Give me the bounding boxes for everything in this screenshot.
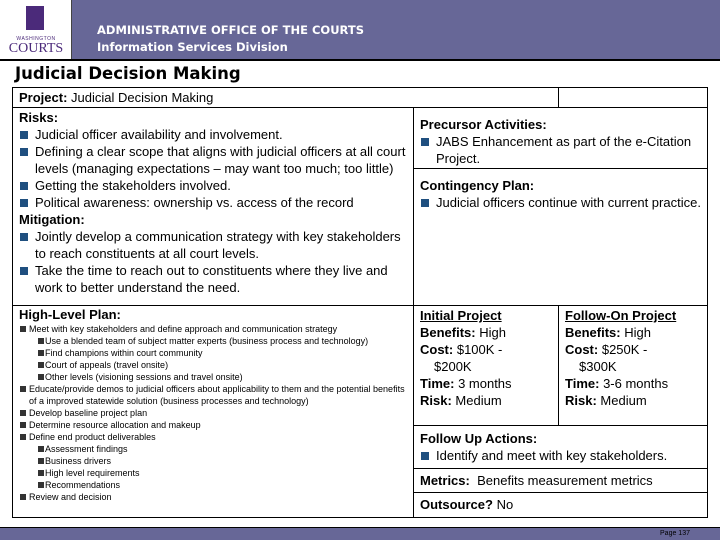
cost-value-2: $200K — [434, 359, 472, 374]
initial-title: Initial Project — [420, 308, 502, 323]
outsource-label: Outsource? — [420, 497, 493, 512]
project-value: Judicial Decision Making — [71, 90, 214, 105]
list-item: Recommendations — [37, 479, 407, 491]
list-item: Educate/provide demos to judicial officers about applicability to them and the potential benefits of a improved statewide solution (business processes and technology) — [19, 383, 407, 407]
list-item: Other levels (visioning sessions and travel onsite) — [37, 371, 407, 383]
risks-label: Risks: — [19, 110, 59, 125]
precursor-cell — [413, 107, 708, 169]
risk-value: Medium — [455, 393, 502, 408]
metrics-label: Metrics: — [420, 473, 470, 488]
cost-value-2: $300K — [579, 359, 617, 374]
list-item: Judicial officer availability and involvement. — [19, 126, 407, 143]
list-item: Review and decision — [19, 491, 407, 503]
followup-cell — [413, 425, 708, 469]
logo-small-text: WASHINGTON — [16, 36, 56, 42]
list-item: JABS Enhancement as part of the e-Citation Project. — [420, 133, 701, 167]
contingency-cell — [413, 168, 708, 306]
plan-cell — [12, 305, 414, 518]
risk-value: Medium — [600, 393, 647, 408]
list-item: Assessment findings — [37, 443, 407, 455]
cost-label: Cost: — [420, 342, 454, 357]
header-banner — [0, 0, 720, 61]
outsource-value: No — [496, 497, 514, 512]
risks-cell — [12, 107, 414, 306]
outsource-cell — [413, 492, 708, 518]
list-item: Find champions within court community — [37, 347, 407, 359]
followon-title: Follow-On Project — [565, 308, 677, 323]
list-item: Define end product deliverables — [19, 431, 407, 443]
mitigation-list — [19, 228, 407, 296]
logo-mark-icon — [26, 6, 44, 30]
list-item: Identify and meet with key stakeholders. — [420, 447, 701, 464]
list-item: Getting the stakeholders involved. — [19, 177, 407, 194]
project-label: Project: — [19, 90, 68, 105]
footer-bar — [0, 527, 720, 540]
list-item: Determine resource allocation and makeup — [19, 419, 407, 431]
time-label: Time: — [565, 376, 600, 391]
metrics-value: Benefits measurement metrics — [477, 473, 653, 488]
list-item: High level requirements — [37, 467, 407, 479]
list-item: Use a blended team of subject matter experts (business process and technology) — [37, 335, 407, 347]
project-cell — [12, 87, 559, 108]
list-item: Political awareness: ownership vs. access of the record — [19, 194, 407, 211]
time-value: 3 months — [458, 376, 512, 391]
list-item: Business drivers — [37, 455, 407, 467]
list-item: Meet with key stakeholders and define approach and communication strategy — [19, 323, 407, 335]
initial-project-cell — [413, 305, 559, 426]
risk-label: Risk: — [565, 393, 597, 408]
cost-value: $250K - — [601, 342, 648, 357]
mitigation-label: Mitigation: — [19, 212, 85, 227]
benefits-label: Benefits: — [565, 325, 621, 340]
contingency-label: Contingency Plan: — [420, 178, 535, 193]
list-item: Jointly develop a communication strategy with key stakeholders to reach constituents at all court levels. — [19, 228, 407, 262]
logo-large-text: COURTS — [8, 41, 64, 56]
empty-cell — [558, 87, 708, 108]
list-item: Court of appeals (travel onsite) — [37, 359, 407, 371]
plan-label: High-Level Plan: — [19, 307, 121, 322]
benefits-value: High — [624, 325, 651, 340]
washington-courts-logo — [0, 0, 72, 59]
page-title: Judicial Decision Making — [15, 64, 241, 83]
plan-list — [19, 323, 407, 503]
list-item: Defining a clear scope that aligns with judicial officers at all court levels (managing expectations – may want too much; too little) — [19, 143, 407, 177]
list-item: Judicial officers continue with current practice. — [420, 194, 701, 211]
page-number: Page 137 — [660, 530, 690, 537]
precursor-label: Precursor Activities: — [420, 117, 547, 132]
header-office: ADMINISTRATIVE OFFICE OF THE COURTS — [97, 23, 364, 37]
header-division: Information Services Division — [97, 40, 288, 54]
followon-project-cell — [558, 305, 708, 426]
followup-label: Follow Up Actions: — [420, 431, 538, 446]
cost-value: $100K - — [456, 342, 503, 357]
risks-list — [19, 126, 407, 211]
risk-label: Risk: — [420, 393, 452, 408]
list-item: Develop baseline project plan — [19, 407, 407, 419]
benefits-label: Benefits: — [420, 325, 476, 340]
time-value: 3-6 months — [603, 376, 669, 391]
list-item: Take the time to reach out to constituents where they live and work to better understand the need. — [19, 262, 407, 296]
time-label: Time: — [420, 376, 455, 391]
benefits-value: High — [479, 325, 506, 340]
cost-label: Cost: — [565, 342, 599, 357]
metrics-cell — [413, 468, 708, 493]
